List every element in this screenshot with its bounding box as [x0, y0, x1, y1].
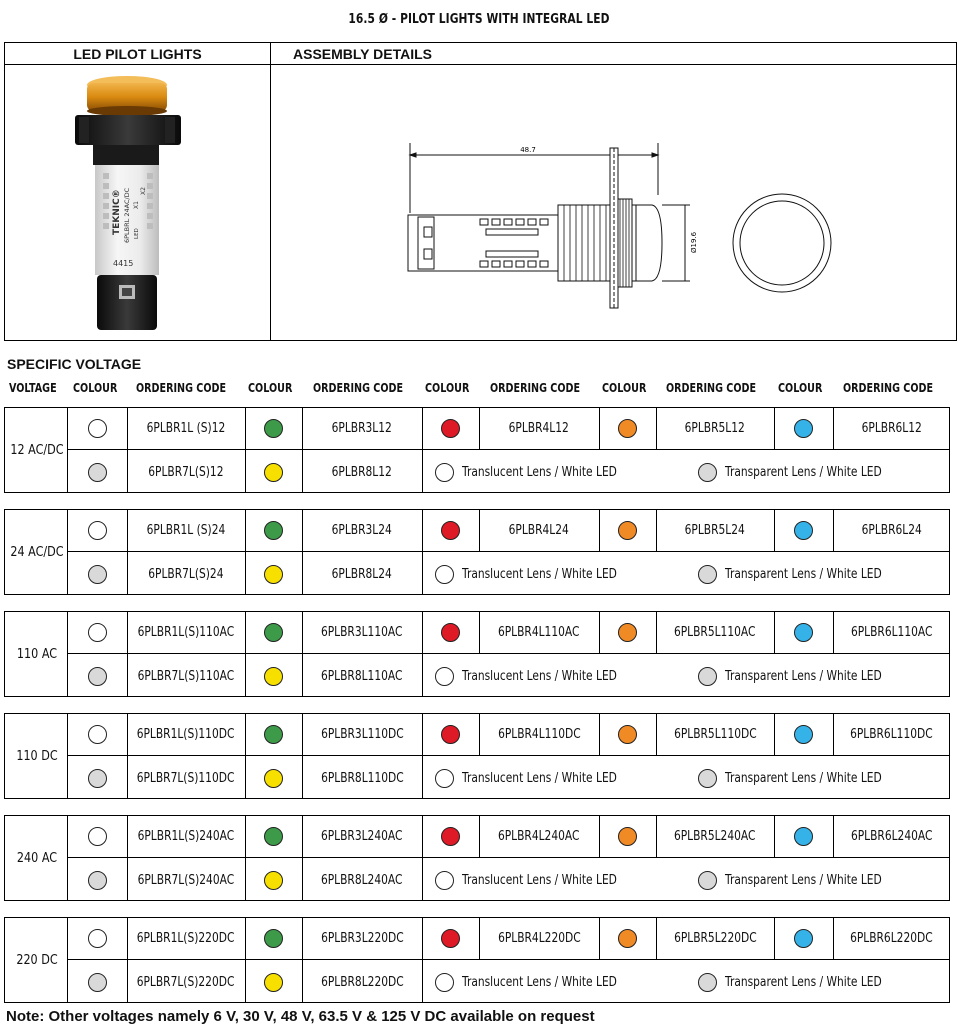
ordering-code-cell: [127, 815, 245, 857]
voltage-cell: [4, 407, 68, 493]
ordering-code: 6PLBR5L110DC: [673, 726, 757, 742]
ordering-code: 6PLBR4L220DC: [497, 930, 581, 946]
ordering-code: 6PLBR7L(S)240AC: [137, 872, 235, 888]
panel-header-line: [5, 64, 956, 65]
ordering-code: 6PLBR1L(S)220DC: [137, 930, 235, 946]
colour-swatch-white: [88, 419, 107, 438]
ordering-code: 6PLBR4L110DC: [497, 726, 581, 742]
colour-swatch-cell: [599, 713, 656, 755]
ordering-code: 6PLBR5L12: [684, 420, 746, 436]
colour-swatch-cell: [68, 407, 127, 449]
ordering-code-cell: [302, 655, 422, 697]
ordering-code-cell: [127, 407, 245, 449]
ordering-code: 6PLBR8L12: [331, 464, 393, 480]
colour-swatch-white: [88, 929, 107, 948]
ordering-code-cell: [302, 509, 422, 551]
colour-swatch-white: [88, 521, 107, 540]
voltage-block: [4, 611, 950, 697]
col-voltage-header: VOLTAGE: [9, 381, 57, 395]
lens-note-text: Translucent Lens / White LED: [462, 566, 617, 582]
ordering-code-cell: [833, 509, 950, 551]
ordering-code: 6PLBR1L (S)24: [146, 522, 226, 538]
voltage-cell: [4, 509, 68, 595]
transparent-lens-cell: [664, 859, 950, 901]
lens-note-text: Translucent Lens / White LED: [462, 872, 617, 888]
colour-swatch-cell: [774, 407, 833, 449]
ordering-code: 6PLBR8L240AC: [321, 872, 403, 888]
ordering-code-cell: [302, 859, 422, 901]
panel-divider: [270, 43, 271, 340]
lens-note-text: Transparent Lens / White LED: [724, 872, 882, 888]
colour-swatch-red: [441, 929, 460, 948]
colour-swatch-cell: [245, 815, 302, 857]
row-divider: [68, 653, 950, 654]
colour-swatch-cell: [245, 859, 302, 901]
ordering-code-cell: [656, 713, 774, 755]
lens-note: [698, 769, 916, 788]
voltage-label: 220 DC: [16, 953, 58, 968]
ordering-code: 6PLBR5L240AC: [674, 828, 756, 844]
ordering-code-cell: [302, 553, 422, 595]
colour-swatch-cell: [245, 655, 302, 697]
row-divider: [68, 449, 950, 450]
colour-swatch-cell: [68, 859, 127, 901]
ordering-code: 6PLBR3L12: [331, 420, 393, 436]
translucent-lens-cell: [422, 655, 664, 697]
ordering-code-cell: [656, 815, 774, 857]
ordering-code-cell: [302, 815, 422, 857]
colour-swatch-cell: [599, 509, 656, 551]
colour-swatch-amber: [618, 521, 637, 540]
ordering-code-cell: [302, 757, 422, 799]
colour-swatch-cell: [422, 815, 479, 857]
colour-swatch-red: [441, 623, 460, 642]
lens-note-text: Transparent Lens / White LED: [724, 974, 882, 990]
colour-swatch-grey: [88, 565, 107, 584]
ordering-code-cell: [302, 407, 422, 449]
colour-swatch-white: [435, 667, 454, 686]
voltage-label: 110 DC: [16, 749, 58, 764]
lens-note-text: Translucent Lens / White LED: [462, 770, 617, 786]
colour-swatch-cell: [68, 917, 127, 959]
lens-note: [698, 871, 916, 890]
colour-swatch-cell: [599, 407, 656, 449]
lens-note: [435, 463, 651, 482]
ordering-code: 6PLBR3L110DC: [320, 726, 404, 742]
colour-swatch-grey: [88, 871, 107, 890]
ordering-code-cell: [479, 611, 599, 653]
colour-swatch-yellow: [264, 565, 283, 584]
ordering-code-cell: [479, 815, 599, 857]
colour-swatch-cell: [245, 917, 302, 959]
ordering-code: 6PLBR1L(S)110AC: [137, 624, 235, 640]
colour-swatch-amber: [618, 929, 637, 948]
colour-swatch-green: [264, 827, 283, 846]
ordering-code: 6PLBR6L110AC: [850, 624, 933, 640]
ordering-code: 6PLBR7L(S)110AC: [137, 668, 235, 684]
row-divider: [68, 959, 950, 960]
colour-swatch-cell: [245, 451, 302, 493]
colour-swatch-cell: [599, 917, 656, 959]
lens-note: [698, 667, 916, 686]
voltage-cell: [4, 917, 68, 1003]
ordering-code: 6PLBR5L110AC: [674, 624, 756, 640]
colour-swatch-cell: [774, 815, 833, 857]
colour-swatch-cell: [68, 961, 127, 1003]
colour-swatch-blue: [794, 419, 813, 438]
col-code-header-2: ORDERING CODE: [313, 381, 404, 395]
ordering-code: 6PLBR3L240AC: [321, 828, 403, 844]
colour-swatch-cell: [68, 655, 127, 697]
voltage-block: [4, 917, 950, 1003]
ordering-code: 6PLBR6L240AC: [850, 828, 933, 844]
colour-swatch-grey: [698, 769, 717, 788]
ordering-code-cell: [833, 407, 950, 449]
row-divider: [68, 551, 950, 552]
lens-note-text: Translucent Lens / White LED: [462, 464, 617, 480]
row-divider: [68, 857, 950, 858]
product-model: 6PLBRL 24AC/DC: [123, 187, 131, 243]
colour-swatch-green: [264, 725, 283, 744]
colour-swatch-cell: [245, 713, 302, 755]
colour-swatch-cell: [68, 451, 127, 493]
colour-swatch-cell: [245, 509, 302, 551]
colour-swatch-cell: [68, 815, 127, 857]
col-code-header-4: ORDERING CODE: [666, 381, 757, 395]
ordering-code-cell: [479, 917, 599, 959]
row-divider: [68, 755, 950, 756]
colour-swatch-grey: [698, 463, 717, 482]
lens-note: [435, 667, 651, 686]
ordering-code: 6PLBR6L110DC: [850, 726, 933, 742]
ordering-code-cell: [127, 553, 245, 595]
colour-swatch-grey: [698, 565, 717, 584]
ordering-code-cell: [302, 917, 422, 959]
colour-swatch-red: [441, 419, 460, 438]
colour-swatch-cell: [245, 407, 302, 449]
voltage-block: [4, 815, 950, 901]
colour-swatch-grey: [88, 463, 107, 482]
colour-swatch-white: [88, 623, 107, 642]
colour-swatch-cell: [68, 757, 127, 799]
ordering-code: 6PLBR3L110AC: [321, 624, 403, 640]
colour-swatch-grey: [698, 871, 717, 890]
col-colour-header-1: COLOUR: [73, 381, 118, 395]
lens-note-text: Transparent Lens / White LED: [724, 464, 882, 480]
colour-swatch-cell: [245, 961, 302, 1003]
ordering-code: 6PLBR4L110AC: [498, 624, 580, 640]
colour-swatch-cell: [422, 407, 479, 449]
colour-swatch-white: [435, 973, 454, 992]
colour-swatch-white: [88, 725, 107, 744]
colour-swatch-cell: [774, 917, 833, 959]
colour-swatch-white: [435, 463, 454, 482]
colour-swatch-amber: [618, 419, 637, 438]
lens-note-text: Translucent Lens / White LED: [462, 974, 617, 990]
assembly-drawing: [400, 143, 850, 313]
colour-swatch-yellow: [264, 973, 283, 992]
ordering-code-cell: [127, 655, 245, 697]
voltage-cell: [4, 611, 68, 697]
ordering-code: 6PLBR4L24: [508, 522, 570, 538]
colour-swatch-cell: [599, 815, 656, 857]
col-colour-header-2: COLOUR: [248, 381, 293, 395]
voltage-label: 110 AC: [16, 647, 58, 662]
colour-swatch-cell: [245, 757, 302, 799]
section-title: SPECIFIC VOLTAGE: [7, 356, 142, 372]
ordering-code-cell: [302, 611, 422, 653]
ordering-code-cell: [302, 713, 422, 755]
ordering-code: 6PLBR3L220DC: [320, 930, 404, 946]
ordering-code: 6PLBR4L12: [508, 420, 570, 436]
col-code-header-1: ORDERING CODE: [136, 381, 227, 395]
colour-swatch-green: [264, 929, 283, 948]
ordering-code-cell: [656, 407, 774, 449]
voltage-label: 12 AC/DC: [10, 443, 64, 458]
translucent-lens-cell: [422, 859, 664, 901]
colour-swatch-yellow: [264, 667, 283, 686]
ordering-code-cell: [127, 859, 245, 901]
col-colour-header-3: COLOUR: [425, 381, 470, 395]
colour-swatch-white: [435, 769, 454, 788]
ordering-code-cell: [656, 509, 774, 551]
colour-swatch-white: [435, 871, 454, 890]
ordering-code-cell: [127, 713, 245, 755]
translucent-lens-cell: [422, 451, 664, 493]
ordering-code-cell: [302, 961, 422, 1003]
colour-swatch-green: [264, 521, 283, 540]
translucent-lens-cell: [422, 553, 664, 595]
ordering-code: 6PLBR1L(S)240AC: [137, 828, 235, 844]
voltage-block: [4, 509, 950, 595]
colour-swatch-grey: [698, 973, 717, 992]
colour-swatch-blue: [794, 521, 813, 540]
colour-swatch-cell: [68, 509, 127, 551]
diameter-dimension: Ø19.6: [690, 231, 698, 253]
colour-swatch-cell: [68, 713, 127, 755]
voltage-block: [4, 713, 950, 799]
colour-swatch-cell: [774, 509, 833, 551]
colour-swatch-cell: [774, 611, 833, 653]
col-code-header-5: ORDERING CODE: [843, 381, 934, 395]
transparent-lens-cell: [664, 961, 950, 1003]
colour-swatch-red: [441, 725, 460, 744]
colour-swatch-red: [441, 827, 460, 846]
lens-note: [435, 973, 651, 992]
lens-note-text: Transparent Lens / White LED: [724, 770, 882, 786]
voltage-cell: [4, 713, 68, 799]
product-terminal-x2: X2: [140, 187, 147, 195]
voltage-cell: [4, 815, 68, 901]
colour-swatch-cell: [245, 553, 302, 595]
transparent-lens-cell: [664, 757, 950, 799]
ordering-code: 6PLBR6L24: [861, 522, 922, 538]
ordering-code: 6PLBR6L220DC: [850, 930, 933, 946]
colour-swatch-green: [264, 623, 283, 642]
lens-note: [698, 463, 916, 482]
colour-swatch-blue: [794, 827, 813, 846]
ordering-code-cell: [833, 917, 950, 959]
colour-swatch-amber: [618, 623, 637, 642]
product-terminal-x1: X1: [133, 201, 140, 209]
colour-swatch-grey: [88, 769, 107, 788]
ordering-code-cell: [833, 815, 950, 857]
colour-swatch-cell: [599, 611, 656, 653]
ordering-code-cell: [479, 509, 599, 551]
lens-note: [435, 769, 651, 788]
ordering-code-cell: [833, 713, 950, 755]
ordering-code-cell: [127, 917, 245, 959]
ordering-code: 6PLBR7L(S)220DC: [137, 974, 235, 990]
ordering-code-cell: [127, 961, 245, 1003]
col-code-header-3: ORDERING CODE: [490, 381, 581, 395]
ordering-code: 6PLBR1L(S)110DC: [137, 726, 235, 742]
lens-note-text: Transparent Lens / White LED: [724, 668, 882, 684]
led-pilot-lights-heading: LED PILOT LIGHTS: [73, 46, 202, 62]
length-dimension: 48.7: [520, 146, 536, 154]
colour-swatch-grey: [88, 667, 107, 686]
lens-note-text: Transparent Lens / White LED: [724, 566, 882, 582]
ordering-code-cell: [302, 451, 422, 493]
footnote: Note: Other voltages namely 6 V, 30 V, 48 V, 63.5 V & 125 V DC available on request: [6, 1008, 595, 1025]
colour-swatch-cell: [422, 509, 479, 551]
ordering-code: 6PLBR6L12: [861, 420, 922, 436]
lens-note: [698, 973, 916, 992]
colour-swatch-cell: [774, 713, 833, 755]
ordering-code: 6PLBR8L110DC: [320, 770, 404, 786]
ordering-code: 6PLBR8L24: [331, 566, 393, 582]
ordering-code-cell: [479, 407, 599, 449]
ordering-code-cell: [127, 451, 245, 493]
colour-swatch-cell: [68, 611, 127, 653]
lens-note: [698, 565, 916, 584]
ordering-code-cell: [127, 757, 245, 799]
product-led-label: LED: [134, 228, 140, 239]
lens-note-text: Translucent Lens / White LED: [462, 668, 617, 684]
col-colour-header-5: COLOUR: [778, 381, 823, 395]
ordering-code-cell: [127, 611, 245, 653]
ordering-code-cell: [656, 611, 774, 653]
colour-swatch-cell: [245, 611, 302, 653]
colour-swatch-cell: [68, 553, 127, 595]
ordering-code: 6PLBR7L(S)24: [148, 566, 224, 582]
translucent-lens-cell: [422, 961, 664, 1003]
ordering-code: 6PLBR4L240AC: [498, 828, 580, 844]
colour-swatch-amber: [618, 725, 637, 744]
ordering-code-cell: [479, 713, 599, 755]
colour-swatch-white: [435, 565, 454, 584]
colour-swatch-blue: [794, 929, 813, 948]
colour-swatch-cell: [422, 917, 479, 959]
ordering-code-cell: [833, 611, 950, 653]
transparent-lens-cell: [664, 553, 950, 595]
ordering-code: 6PLBR7L(S)12: [148, 464, 224, 480]
ordering-code: 6PLBR3L24: [331, 522, 393, 538]
assembly-details-heading: ASSEMBLY DETAILS: [293, 46, 432, 62]
voltage-label: 240 AC: [16, 851, 58, 866]
colour-swatch-white: [88, 827, 107, 846]
colour-swatch-yellow: [264, 871, 283, 890]
ordering-code: 6PLBR1L (S)12: [146, 420, 226, 436]
ordering-code-cell: [127, 509, 245, 551]
lens-note: [435, 871, 651, 890]
colour-swatch-blue: [794, 725, 813, 744]
colour-swatch-amber: [618, 827, 637, 846]
ordering-code: 6PLBR5L24: [684, 522, 746, 538]
colour-swatch-yellow: [264, 769, 283, 788]
pilot-light-product-image: [65, 73, 215, 335]
colour-swatch-grey: [88, 973, 107, 992]
transparent-lens-cell: [664, 451, 950, 493]
transparent-lens-cell: [664, 655, 950, 697]
ordering-code: 6PLBR8L110AC: [321, 668, 403, 684]
colour-swatch-green: [264, 419, 283, 438]
voltage-label: 24 AC/DC: [10, 545, 64, 560]
ordering-code: 6PLBR8L220DC: [320, 974, 404, 990]
ordering-code: 6PLBR5L220DC: [673, 930, 757, 946]
page-title: 16.5 Ø - PILOT LIGHTS WITH INTEGRAL LED: [348, 12, 610, 27]
colour-swatch-cell: [422, 713, 479, 755]
colour-swatch-cell: [422, 611, 479, 653]
colour-swatch-blue: [794, 623, 813, 642]
product-brand: TEKNIC®: [112, 189, 122, 235]
colour-swatch-red: [441, 521, 460, 540]
ordering-code: 6PLBR7L(S)110DC: [137, 770, 235, 786]
lens-note: [435, 565, 651, 584]
voltage-block: [4, 407, 950, 493]
product-code: 4415: [113, 259, 134, 268]
col-colour-header-4: COLOUR: [602, 381, 647, 395]
translucent-lens-cell: [422, 757, 664, 799]
colour-swatch-grey: [698, 667, 717, 686]
product-panel: [4, 42, 957, 341]
ordering-code-cell: [656, 917, 774, 959]
colour-swatch-yellow: [264, 463, 283, 482]
